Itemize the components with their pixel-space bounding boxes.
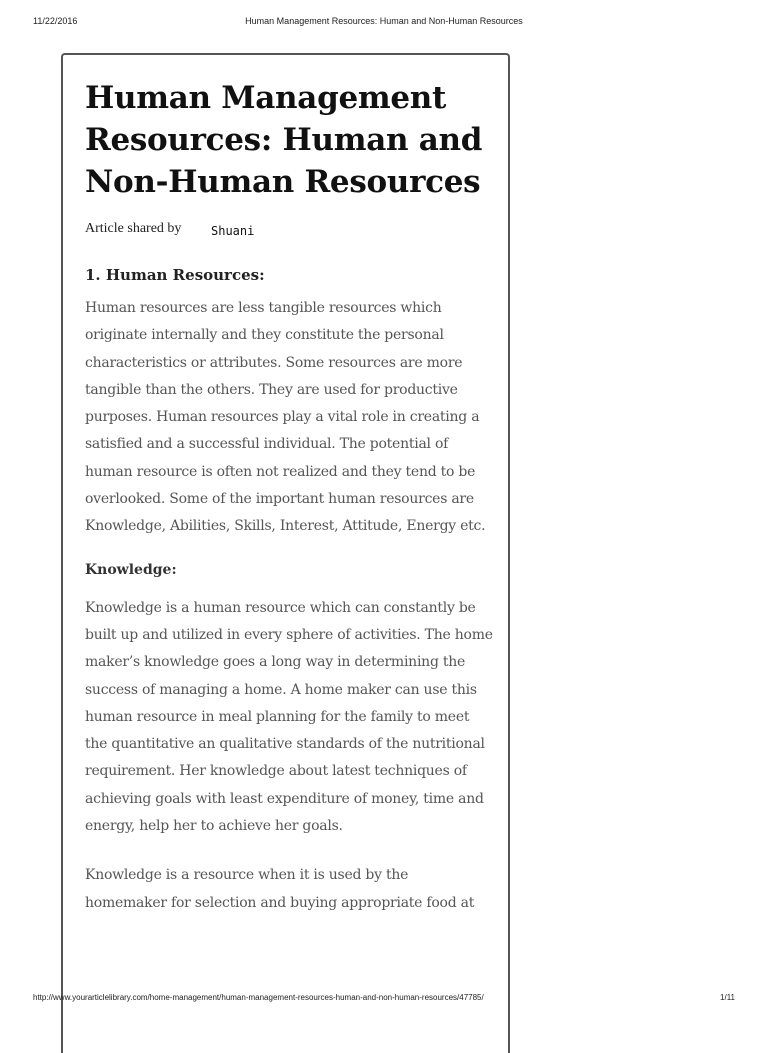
sub-heading-knowledge: Knowledge: — [85, 561, 177, 578]
article-card — [61, 53, 510, 1053]
byline-label: Article shared by — [85, 221, 182, 236]
article-content — [85, 77, 493, 917]
print-url: http://www.yourarticlelibrary.com/home-management/human-management-resources-human-and-non-human-resources/47785/ — [33, 993, 484, 1002]
paragraph-knowledge-continued: Knowledge is a resource when it is used by the homemaker for selection and buying appropriate food at — [85, 867, 475, 911]
print-page-title: Human Management Resources: Human and Non-Human Resources — [245, 16, 523, 26]
print-header — [0, 16, 768, 30]
print-page-number: 1/11 — [720, 993, 735, 1002]
article-title: Human Management Resources: Human and Non-Human Resources — [85, 80, 483, 200]
paragraph-human-resources: Human resources are less tangible resources which originate internally and they constitute the personal characteristics or attributes. Some resources are more tangible than the others. They are used for productive purposes. Human resources play a vital role in creating a satisfied and a successful individual. The potential of human resource is often not realized and they tend to be overlooked. Some of the important human resources are Knowledge, Abilities, Skills, Interest, Attitude, Energy etc. — [85, 300, 486, 535]
author-name: Shuani — [211, 224, 255, 238]
print-footer — [0, 993, 768, 1007]
paragraph-knowledge: Knowledge is a human resource which can constantly be built up and utilized in every sphere of activities. The home maker’s knowledge goes a long way in determining the success of managing a home. A home maker can use this human resource in meal planning for the family to meet the quantitative an qualitative standards of the nutritional requirement. Her knowledge about latest techniques of achieving goals with least expenditure of money, time and energy, help her to achieve her goals. — [85, 599, 493, 835]
print-date: 11/22/2016 — [33, 16, 78, 26]
byline — [85, 221, 493, 243]
section-heading: 1. Human Resources: — [85, 266, 265, 284]
